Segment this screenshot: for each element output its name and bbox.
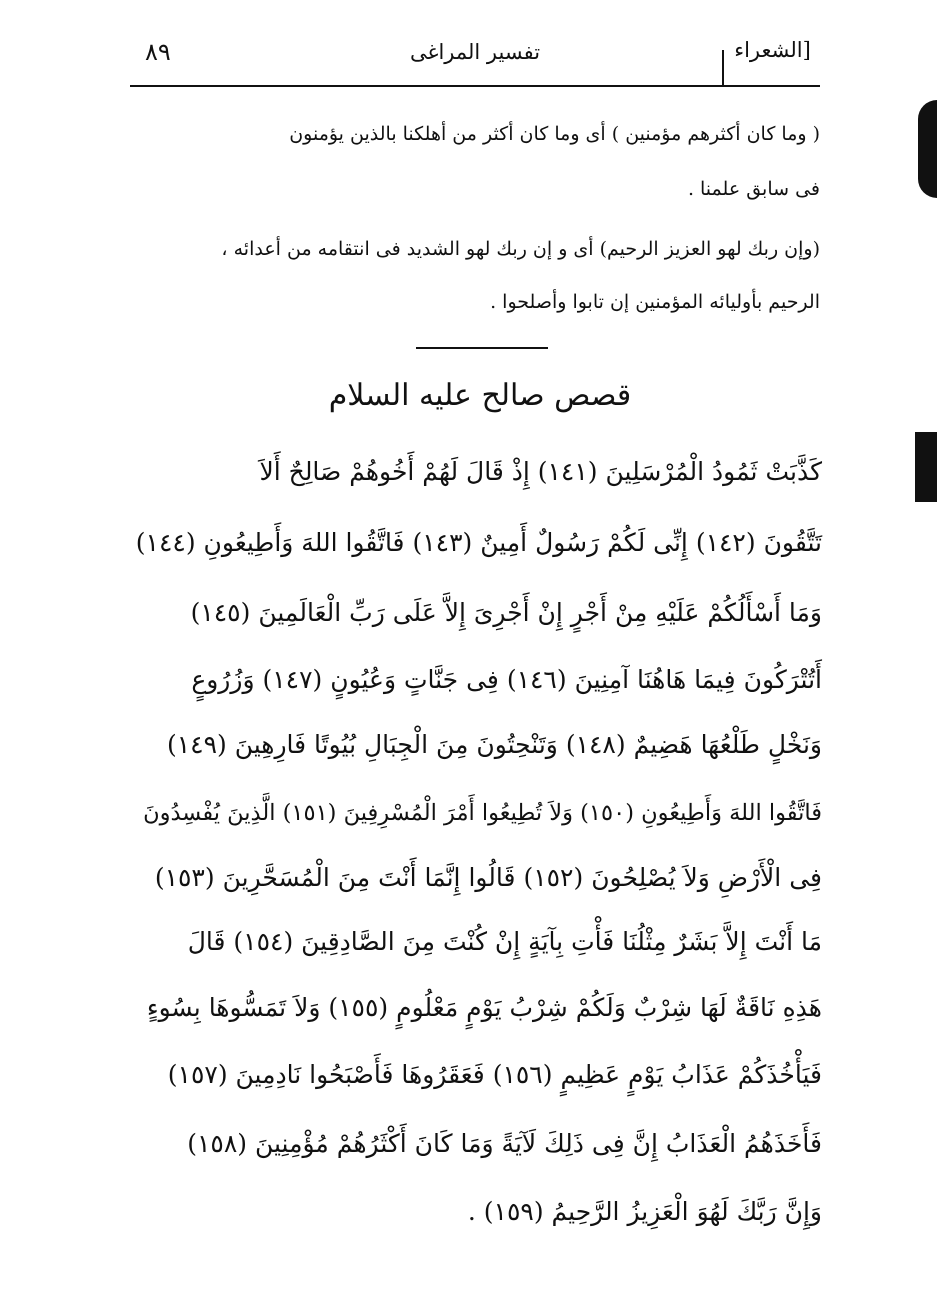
commentary-line-3: (وإن ربك لهو العزيز الرحيم) أى و إن ربك لهو الشديد فى انتقامه من أعدائه ،: [221, 238, 820, 260]
verse-line: مَا أَنْتَ إِلاَّ بَشَرٌ مِثْلُنَا فَأْتِ بِآيَةٍ إِنْ كُنْتَ مِنَ الصَّادِقِينَ (١٥٤) قَالَ: [187, 927, 822, 956]
verse-line: وَإِنَّ رَبَّكَ لَهُوَ الْعَزِيزُ الرَّحِيمُ (١٥٩) .: [467, 1197, 822, 1226]
verse-line: وَنَخْلٍ طَلْعُهَا هَضِيمٌ (١٤٨) وَتَنْحِتُونَ مِنَ الْجِبَالِ بُيُوتًا فَارِهِينَ (١٤٩): [166, 730, 822, 759]
verse-line: هَذِهِ نَاقَةٌ لَهَا شِرْبٌ وَلَكُمْ شِرْبُ يَوْمٍ مَعْلُومٍ (١٥٥) وَلاَ تَمَسُّوهَا بِسُوءٍ: [146, 993, 822, 1022]
verse-line: وَمَا أَسْأَلُكُمْ عَلَيْهِ مِنْ أَجْرٍ إِنْ أَجْرِىَ إِلاَّ عَلَى رَبِّ الْعَالَمِينَ (١٤٥): [190, 598, 822, 627]
verse-line: فَيَأْخُذَكُمْ عَذَابُ يَوْمٍ عَظِيمٍ (١٥٦) فَعَقَرُوهَا فَأَصْبَحُوا نَادِمِينَ (١٥٧): [167, 1060, 822, 1089]
header-book-title: تفسير المراغى: [409, 40, 541, 64]
commentary-line-1: ( وما كان أكثرهم مؤمنين ) أى وما كان أكثر من أهلكنا بالذين يؤمنون: [289, 123, 820, 145]
verse-line: أَتُتْرَكُونَ فِيمَا هَاهُنَا آمِنِينَ (١٤٦) فِى جَنَّاتٍ وَعُيُونٍ (١٤٧) وَزُرُوعٍ: [191, 665, 822, 694]
verse-line: كَذَّبَتْ ثَمُودُ الْمُرْسَلِينَ (١٤١) إِذْ قَالَ لَهُمْ أَخُوهُمْ صَالِحٌ أَلاَ: [259, 457, 822, 486]
verse-line: تَتَّقُونَ (١٤٢) إِنِّى لَكُمْ رَسُولٌ أَمِينٌ (١٤٣) فَاتَّقُوا اللهَ وَأَطِيعُونِ (١٤٤): [135, 528, 822, 557]
verse-line: فَأَخَذَهُمُ الْعَذَابُ إِنَّ فِى ذَلِكَ لَآيَةً وَمَا كَانَ أَكْثَرُهُمْ مُؤْمِنِينَ (١٥٨): [187, 1129, 822, 1158]
header-rule: [130, 85, 820, 87]
section-divider: [416, 347, 548, 349]
verse-line: فَاتَّقُوا اللهَ وَأَطِيعُونِ (١٥٠) وَلاَ تُطِيعُوا أَمْرَ الْمُسْرِفِينَ (١٥١) الَّذِينَ يُفْسِدُونَ: [143, 800, 822, 826]
header-page-number: ٨٩: [145, 38, 171, 66]
scan-artifact-mark: [915, 432, 937, 502]
header-section-name: [الشعراء: [734, 38, 811, 62]
scan-artifact-mark: [918, 100, 937, 198]
commentary-line-2: فى سابق علمنا .: [687, 178, 820, 200]
commentary-line-4: الرحيم بأوليائه المؤمنين إن تابوا وأصلحوا .: [490, 291, 820, 313]
section-title: قصص صالح عليه السلام: [328, 378, 632, 413]
header-bracket-line: [722, 50, 724, 86]
verse-line: فِى الْأَرْضِ وَلاَ يُصْلِحُونَ (١٥٢) قَالُوا إِنَّمَا أَنْتَ مِنَ الْمُسَحَّرِينَ (١٥٣): [154, 863, 822, 892]
